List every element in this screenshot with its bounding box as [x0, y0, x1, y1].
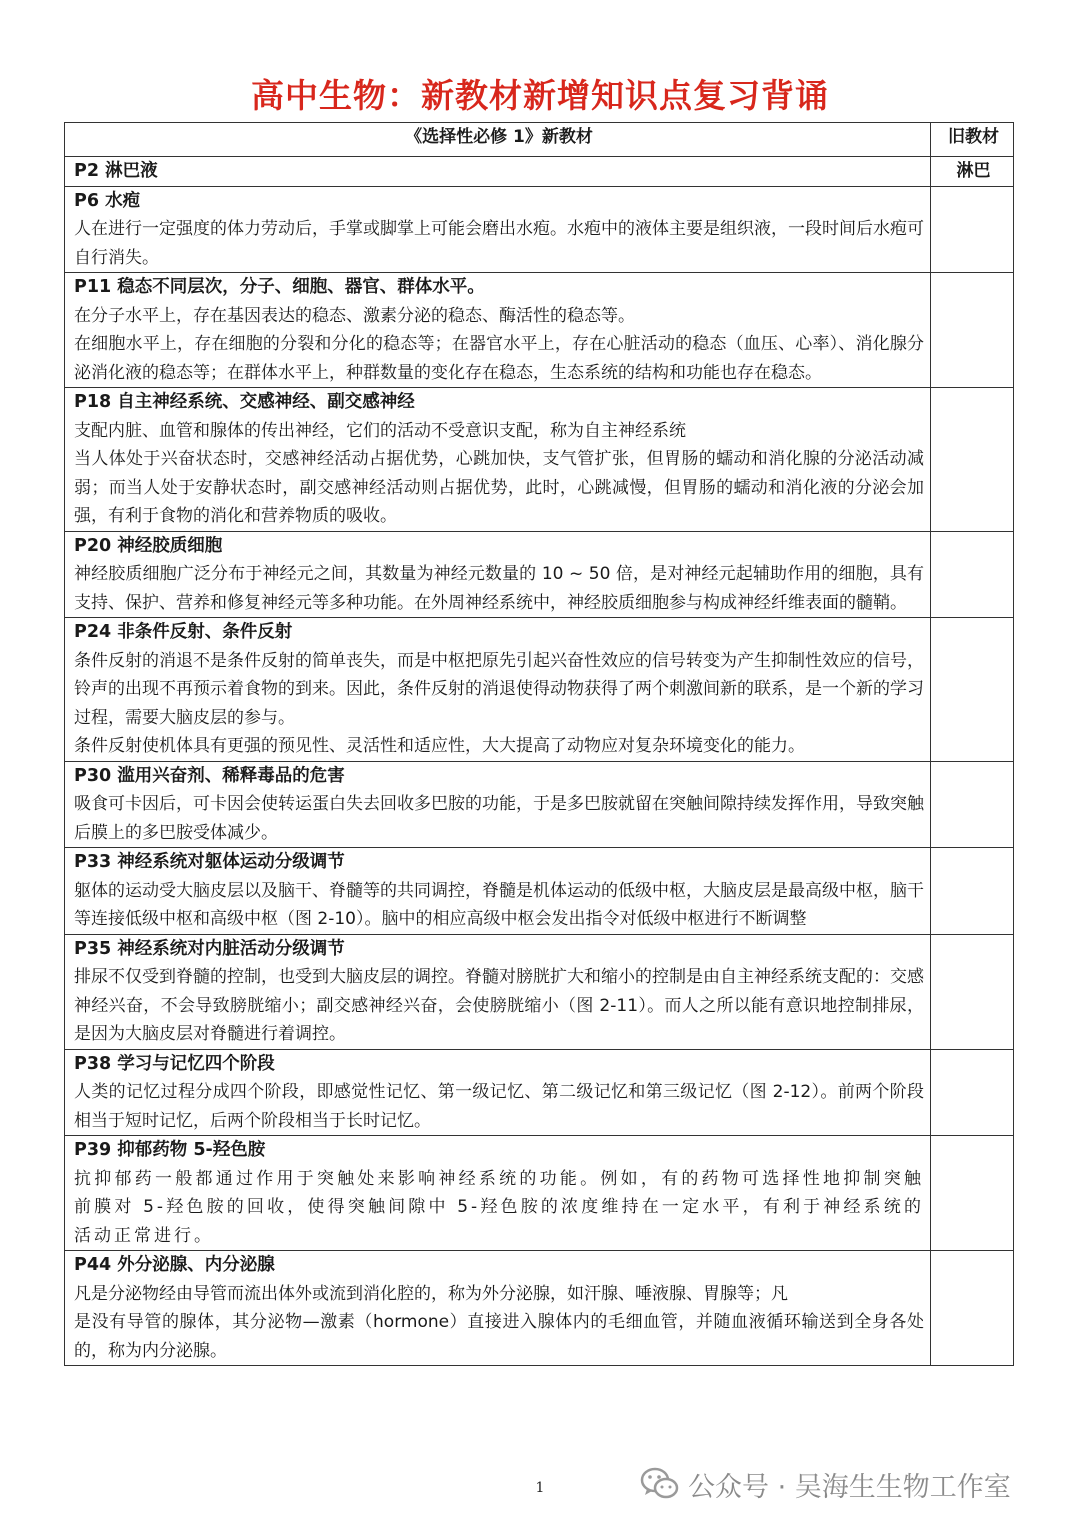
topic-heading: P2 淋巴液	[74, 161, 158, 181]
topic-paragraph: 在细胞水平上，存在细胞的分裂和分化的稳态等；在器官水平上，存在心脏活动的稳态（血压、心率）、消化腺分泌消化液的稳态等；在群体水平上，种群数量的变化存在稳态，生态系统的结构和功能也存在稳态。	[74, 334, 924, 383]
new-textbook-cell	[65, 388, 931, 532]
topic-paragraph: 是没有导管的腺体，其分泌物—激素（hormone）直接进入腺体内的毛细血管，并随血液循环输送到全身各处的，称为内分泌腺。	[74, 1312, 924, 1361]
new-textbook-cell	[65, 618, 931, 762]
watermark	[640, 1462, 1011, 1506]
table-row	[65, 157, 1014, 187]
watermark-text: 公众号 · 吴海生生物工作室	[688, 1471, 1011, 1503]
topic-paragraph: 条件反射使机体具有更强的预见性、灵活性和适应性，大大提高了动物应对复杂环境变化的能力。	[74, 736, 805, 756]
topic-heading: P44 外分泌腺、内分泌腺	[74, 1255, 275, 1275]
old-textbook-cell: 淋巴	[931, 157, 1014, 187]
topic-paragraph: 神经胶质细胞广泛分布于神经元之间，其数量为神经元数量的 10 ~ 50 倍，是对神经元起辅助作用的细胞，具有支持、保护、营养和修复神经元等多种功能。在外周神经系统中，神经胶质细胞参与构成神经纤维表面的髓鞘。	[74, 564, 924, 613]
old-textbook-cell	[931, 1251, 1014, 1366]
topic-paragraph: 人在进行一定强度的体力劳动后，手掌或脚掌上可能会磨出水疱。水疱中的液体主要是组织液，一段时间后水疱可自行消失。	[74, 219, 924, 268]
table-row	[65, 848, 1014, 935]
topic-paragraph: 在分子水平上，存在基因表达的稳态、激素分泌的稳态、酶活性的稳态等。	[74, 305, 635, 326]
table-row	[65, 531, 1014, 618]
wechat-icon	[640, 1466, 680, 1502]
table-row	[65, 388, 1014, 532]
new-textbook-cell	[65, 934, 931, 1049]
topic-heading: P11 稳态不同层次，分子、细胞、器官、群体水平。	[74, 277, 485, 297]
old-textbook-cell	[931, 848, 1014, 935]
old-textbook-cell	[931, 273, 1014, 388]
topic-heading: P6 水疱	[74, 190, 141, 211]
topic-heading: P39 抑郁药物 5-羟色胺	[74, 1140, 266, 1160]
topic-heading: P20 神经胶质细胞	[74, 535, 223, 556]
topic-paragraph: 条件反射的消退不是条件反射的简单丧失，而是中枢把原先引起兴奋性效应的信号转变为产生抑制性效应的信号，铃声的出现不再预示着食物的到来。因此，条件反射的消退使得动物获得了两个刺激间新的联系，是一个新的学习过程，需要大脑皮层的参与。	[74, 650, 924, 728]
topic-paragraph: 排尿不仅受到脊髓的控制，也受到大脑皮层的调控。脊髓对膀胱扩大和缩小的控制是由自主神经系统支配的：交感神经兴奋，不会导致膀胱缩小；副交感神经兴奋，会使膀胱缩小（图 2-11）。而人之所以能有意识地控制排尿，是因为大脑皮层对脊髓进行着调控。	[74, 967, 924, 1044]
topic-paragraph: 支配内脏、血管和腺体的传出神经，它们的活动不受意识支配，称为自主神经系统	[74, 420, 686, 441]
header-old-textbook: 旧教材	[931, 123, 1014, 157]
new-textbook-cell	[65, 531, 931, 618]
new-textbook-cell	[65, 848, 931, 935]
table-row	[65, 1049, 1014, 1136]
table-row	[65, 1251, 1014, 1366]
table-row	[65, 186, 1014, 273]
old-textbook-cell	[931, 1136, 1014, 1251]
topic-heading: P38 学习与记忆四个阶段	[74, 1053, 275, 1074]
old-textbook-cell	[931, 934, 1014, 1049]
old-textbook-cell	[931, 531, 1014, 618]
table-row	[65, 934, 1014, 1049]
old-textbook-cell	[931, 186, 1014, 273]
topic-paragraph: 躯体的运动受大脑皮层以及脑干、脊髓等的共同调控，脊髓是机体运动的低级中枢，大脑皮层是最高级中枢，脑干等连接低级中枢和高级中枢（图 2-10）。脑中的相应高级中枢会发出指令对低级中枢进行不断调整	[74, 880, 924, 929]
new-textbook-cell	[65, 1136, 931, 1251]
notes-table	[64, 122, 1014, 1366]
table-row	[65, 273, 1014, 388]
topic-heading: P35 神经系统对内脏活动分级调节	[74, 938, 345, 959]
header-new-textbook: 《选择性必修 1》新教材	[65, 123, 931, 157]
page-number: 1	[535, 1480, 545, 1496]
topic-heading: P18 自主神经系统、交感神经、副交感神经	[74, 392, 415, 412]
old-textbook-cell	[931, 618, 1014, 762]
topic-heading: P33 神经系统对躯体运动分级调节	[74, 852, 345, 872]
topic-paragraph: 吸食可卡因后，可卡因会使转运蛋白失去回收多巴胺的功能，于是多巴胺就留在突触间隙持续发挥作用，导致突触后膜上的多巴胺受体减少。	[74, 794, 924, 843]
topic-heading: P24 非条件反射、条件反射	[74, 622, 293, 642]
new-textbook-cell	[65, 1049, 931, 1136]
topic-paragraph: 抗抑郁药一般都通过作用于突触处来影响神经系统的功能。例如，有的药物可选择性地抑制突触前膜对 5-羟色胺的回收，使得突触间隙中 5-羟色胺的浓度维持在一定水平，有利于神经系统的活动正常进行。	[74, 1168, 924, 1246]
old-textbook-cell	[931, 1049, 1014, 1136]
table-row	[65, 618, 1014, 762]
new-textbook-cell	[65, 1251, 931, 1366]
topic-paragraph: 人类的记忆过程分成四个阶段，即感觉性记忆、第一级记忆、第二级记忆和第三级记忆（图 2-12）。前两个阶段相当于短时记忆，后两个阶段相当于长时记忆。	[74, 1082, 924, 1131]
topic-paragraph: 凡是分泌物经由导管而流出体外或流到消化腔的，称为外分泌腺，如汗腺、唾液腺、胃腺等；凡	[74, 1283, 788, 1304]
old-textbook-cell	[931, 388, 1014, 532]
topic-heading: P30 滥用兴奋剂、稀释毒品的危害	[74, 765, 345, 786]
new-textbook-cell	[65, 186, 931, 273]
old-textbook-cell	[931, 761, 1014, 848]
table-header-row	[65, 123, 1014, 157]
new-textbook-cell	[65, 157, 931, 187]
table-row	[65, 1136, 1014, 1251]
topic-paragraph: 当人体处于兴奋状态时，交感神经活动占据优势，心跳加快，支气管扩张，但胃肠的蠕动和消化腺的分泌活动减弱；而当人处于安静状态时，副交感神经活动则占据优势，此时，心跳减慢，但胃肠的蠕动和消化液的分泌会加强，有利于食物的消化和营养物质的吸收。	[74, 449, 924, 526]
page-title: 高中生物：新教材新增知识点复习背诵	[251, 76, 829, 115]
table-row	[65, 761, 1014, 848]
new-textbook-cell	[65, 273, 931, 388]
new-textbook-cell	[65, 761, 931, 848]
